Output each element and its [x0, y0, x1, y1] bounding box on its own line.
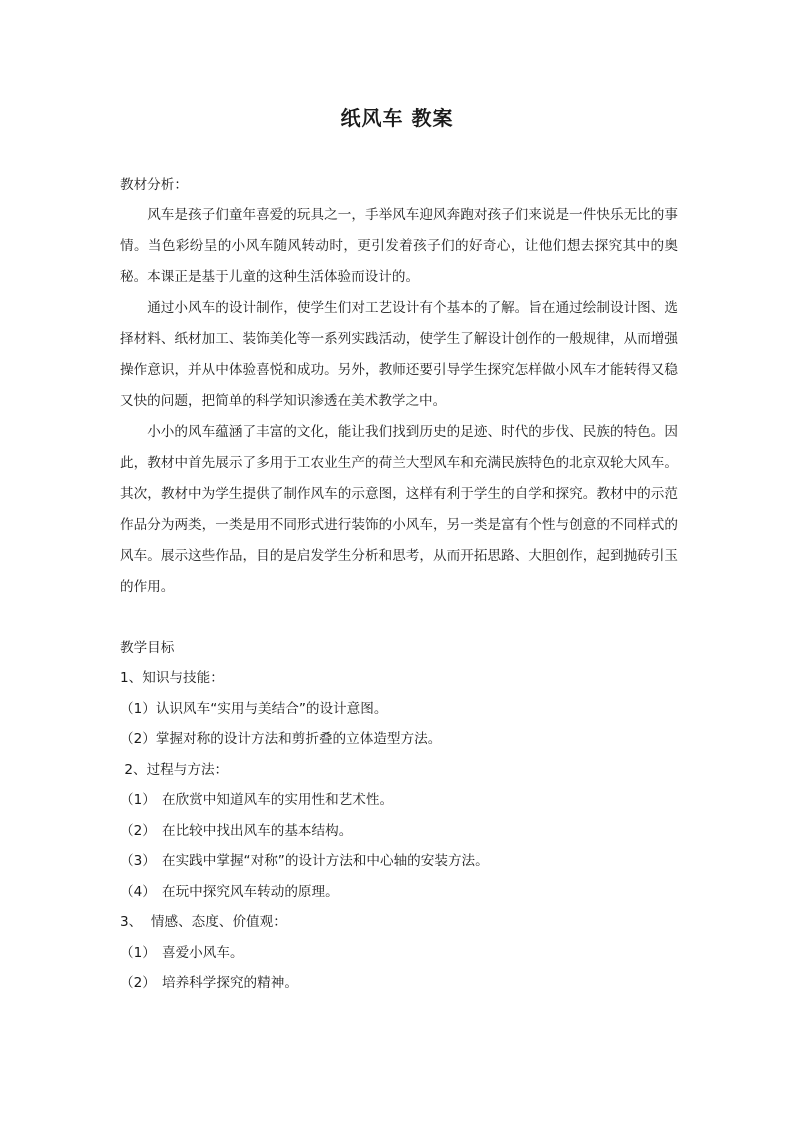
emotion-item-2	[120, 968, 678, 999]
item-text: 在实践中掌握“对称”的设计方法和中心轴的安装方法。	[162, 853, 489, 869]
emotion-heading: 3、 情感、态度、价值观：	[120, 914, 287, 930]
knowledge-item-2	[120, 724, 678, 755]
process-item-2	[120, 816, 678, 847]
analysis-heading: 教材分析：	[120, 177, 188, 193]
item-number: （1）	[120, 700, 156, 717]
section-spacer	[120, 603, 678, 633]
item-text: 培养科学探究的精神。	[162, 975, 298, 991]
analysis-paragraph-3: 小小的风车蕴涵了丰富的文化，能让我们找到历史的足迹、时代的步伐、民族的特色。因此，教材中首先展示了多用于工农业生产的荷兰大型风车和充满民族特色的北京双轮大风车。其次，教材中为学生提供了制作风车的示意图，这样有利于学生的自学和探究。教材中的示范作品分为两类，一类是用不同形式进行装饰的小风车，另一类是富有个性与创意的不同样式的风车。展示这些作品，目的是启发学生分析和思考，从而开拓思路、大胆创作，起到抛砖引玉的作用。	[120, 424, 678, 595]
item-number: （2）	[120, 975, 156, 991]
item-number: （3）	[120, 853, 156, 869]
process-item-4	[120, 877, 678, 908]
item-text: 在玩中探究风车转动的原理。	[162, 883, 339, 900]
item-number: （4）	[120, 883, 156, 900]
item-text: 认识风车“实用与美结合”的设计意图。	[155, 700, 388, 717]
knowledge-heading: 1、知识与技能：	[120, 670, 224, 686]
item-text: 喜爱小风车。	[162, 944, 244, 961]
knowledge-item-1	[120, 694, 678, 725]
process-item-3	[120, 846, 678, 877]
item-text: 掌握对称的设计方法和剪折叠的立体造型方法。	[155, 731, 442, 747]
item-number: （1）	[120, 792, 156, 808]
document-title: 纸风车 教案	[340, 106, 454, 130]
analysis-paragraph-2: 通过小风车的设计制作，使学生们对工艺设计有个基本的了解。旨在通过绘制设计图、选择材料、纸材加工、装饰美化等一系列实践活动，使学生了解设计创作的一般规律，从而增强操作意识，并从中体验喜悦和成功。另外，教师还要引导学生探究怎样做小风车才能转得又稳又快的问题，把简单的科学知识渗透在美术教学之中。	[120, 300, 678, 409]
item-number: （1）	[120, 944, 156, 961]
process-item-1	[120, 785, 678, 816]
document-body	[120, 170, 678, 999]
analysis-paragraph-1: 风车是孩子们童年喜爱的玩具之一，手举风车迎风奔跑对孩子们来说是一件快乐无比的事情。当色彩纷呈的小风车随风转动时，更引发着孩子们的好奇心，让他们想去探究其中的奥秘。本课正是基于儿童的这种生活体验而设计的。	[120, 207, 678, 285]
item-text: 在欣赏中知道风车的实用性和艺术性。	[162, 792, 394, 808]
emotion-item-1	[120, 938, 678, 969]
item-number: （2）	[120, 822, 156, 839]
item-number: （2）	[120, 731, 156, 747]
goals-heading: 教学目标	[120, 640, 175, 656]
process-heading: 2、过程与方法：	[120, 761, 229, 778]
item-text: 在比较中找出风车的基本结构。	[162, 822, 353, 839]
